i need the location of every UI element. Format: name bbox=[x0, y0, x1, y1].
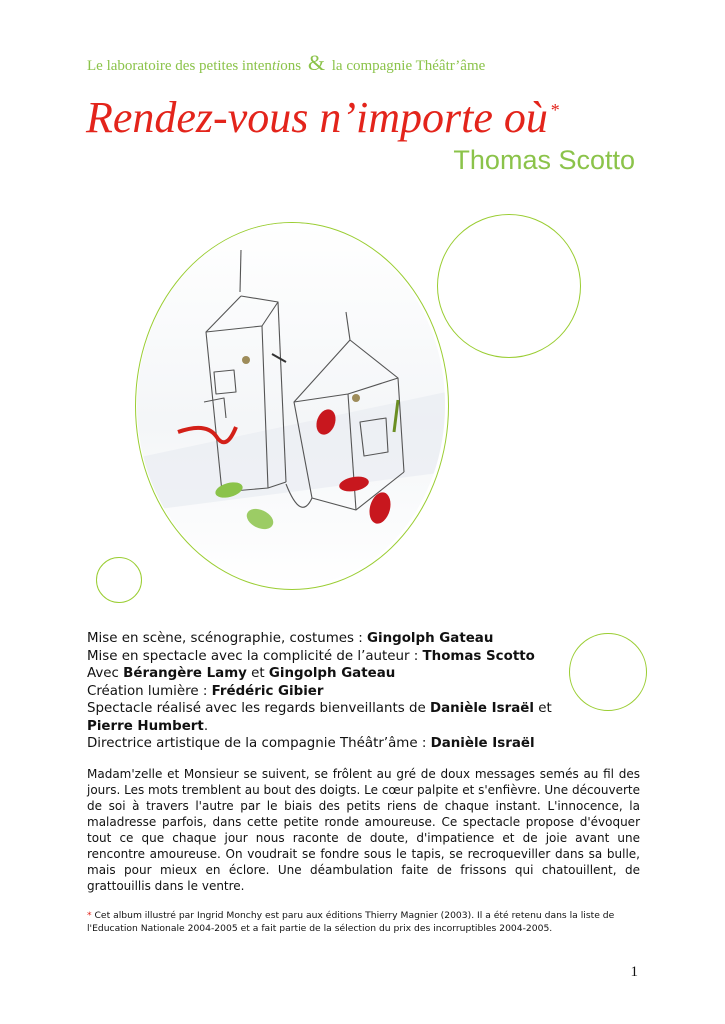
page-title: Rendez-vous n’importe où * bbox=[86, 93, 559, 142]
author-name: Thomas Scotto bbox=[453, 145, 635, 175]
credit-line: Spectacle réalisé avec les regards bienveillants de Danièle Israël et Pierre Humbert. bbox=[87, 701, 552, 734]
ampersand: & bbox=[307, 50, 325, 75]
credit-line: Création lumière : Frédéric Gibier bbox=[87, 683, 324, 699]
decorative-circle-upper-right bbox=[437, 214, 581, 358]
header-line: Le laboratoire des petites intentions & la compagnie Théâtr’âme bbox=[87, 50, 486, 75]
credit-line: Avec Bérangère Lamy et Gingolph Gateau bbox=[87, 666, 396, 681]
credit-line: Mise en scène, scénographie, costumes : Gingolph Gateau bbox=[87, 631, 494, 646]
decorative-circle-right bbox=[569, 633, 647, 711]
wire-houses-illustration bbox=[136, 222, 446, 588]
credit-line: Mise en spectacle avec la complicité de l’auteur : Thomas Scotto bbox=[87, 648, 535, 664]
title-footnote-star: * bbox=[549, 100, 559, 120]
page-number: 1 bbox=[630, 964, 638, 980]
credits-block bbox=[87, 630, 567, 753]
description-paragraph: Madam'zelle et Monsieur se suivent, se frôlent au gré de doux messages semés au fil des jours. Les mots tremblent au bout des doigts. Le cœur palpite et s'enfièvre. Une découverte de soi à travers l'autre par le biais des petits riens de chaque instant. L'innocence, la maladresse parfois, dans cette petite ronde amoureuse. Ce spectacle propose d'évoquer tout ce que chaque jour nous raconte de doute, d'impatience et de joie avant une rencontre amoureuse. On voudrait se fondre sous le tapis, se recroqueviller dans sa bulle, mais pour mieux en éclore. Une déambulation faite de frissons qui chatouillent, de grattouillis dans le ventre. bbox=[87, 767, 641, 893]
credit-line: Directrice artistique de la compagnie Théâtr’âme : Danièle Israël bbox=[87, 736, 535, 751]
footnote: * Cet album illustré par Ingrid Monchy est paru aux éditions Thierry Magnier (2003). Il a été retenu dans la liste de l'Education Nationale 2004-2005 et a fait partie de la sélection du prix des incorruptibles 2004-2005. bbox=[87, 910, 615, 934]
